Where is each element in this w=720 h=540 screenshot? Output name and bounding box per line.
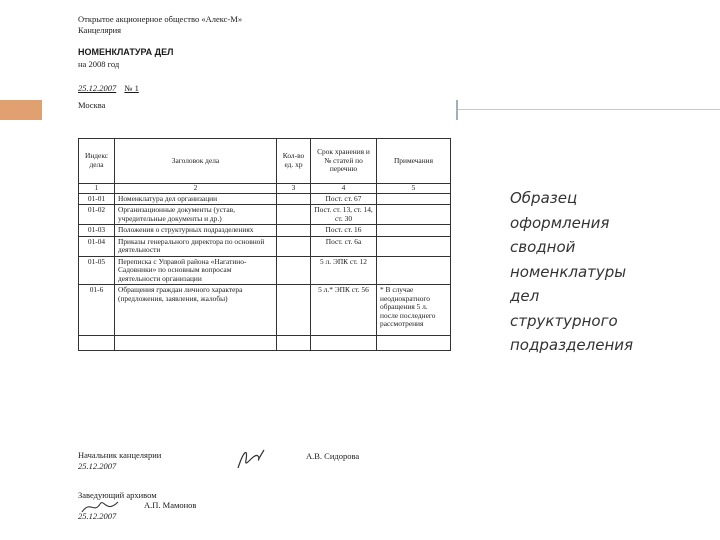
signature-date: 25.12.2007 — [78, 510, 117, 521]
row-index: 01-05 — [79, 256, 115, 285]
row-count — [277, 225, 311, 237]
table-row — [79, 205, 451, 225]
column-header: Кол-во ед. хр — [277, 139, 311, 184]
row-index: 01-01 — [79, 193, 115, 205]
column-header: Примечания — [377, 139, 451, 184]
table-header-row — [79, 139, 451, 184]
signature-name: А.В. Сидорова — [306, 451, 360, 461]
nomenclature-table — [78, 138, 451, 351]
table-row-empty — [79, 336, 451, 351]
caption-line: номенклатуры — [510, 262, 627, 281]
caption-line: дел — [510, 287, 540, 305]
column-number: 2 — [115, 184, 277, 194]
signature-position: Заведующий архивом — [78, 490, 157, 500]
caption-line: оформления — [510, 213, 610, 232]
signature-name: А.П. Мамонов — [144, 500, 197, 510]
row-title: Номенклатура дел организации — [115, 193, 277, 205]
column-number-row — [79, 184, 451, 194]
signature-position: Начальник канцелярии — [78, 450, 162, 460]
row-note — [377, 205, 451, 225]
document-year: на 2008 год — [78, 58, 120, 69]
handwritten-signature-icon — [80, 496, 120, 518]
handwritten-signature-icon — [234, 444, 270, 474]
row-count — [277, 193, 311, 205]
table-row — [79, 193, 451, 205]
row-term: 5 л.* ЭПК ст. 56 — [311, 285, 377, 336]
department-name: Канцелярия — [78, 24, 122, 35]
row-note — [377, 236, 451, 256]
signature-date: 25.12.2007 — [78, 460, 117, 471]
row-note — [377, 256, 451, 285]
row-count — [277, 236, 311, 256]
caption-line: Образец — [510, 189, 578, 207]
row-note — [377, 193, 451, 205]
caption-line: подразделения — [510, 336, 634, 354]
signature-block-chancellery — [78, 450, 161, 471]
column-number: 3 — [277, 184, 311, 194]
empty-cell — [79, 336, 115, 351]
row-term: 5 л. ЭПК ст. 12 — [311, 256, 377, 285]
row-title: Обращения граждан личного характера (предложения, заявления, жалобы) — [115, 285, 277, 336]
document-title: НОМЕНКЛАТУРА ДЕЛ — [78, 47, 174, 58]
empty-cell — [377, 336, 451, 351]
document-dateline — [78, 83, 458, 94]
row-index: 01-6 — [79, 285, 115, 336]
document-city: Москва — [78, 99, 106, 110]
empty-cell — [277, 336, 311, 351]
column-header: Заголовок дела — [115, 139, 277, 184]
column-number: 1 — [79, 184, 115, 194]
row-count — [277, 256, 311, 285]
org-name: Открытое акционерное общество «Алекс-М» — [78, 14, 243, 24]
row-title: Положения о структурных подразделениях — [115, 225, 277, 237]
caption-line: сводной — [510, 238, 576, 256]
accent-bar — [0, 100, 42, 120]
table-row — [79, 285, 451, 336]
row-term: Пост. ст. 13, ст. 14, ст. 30 — [311, 205, 377, 225]
row-title: Переписка с Управой района «Нагатино-Садовники» по основным вопросам деятельности организации — [115, 256, 277, 285]
table-row — [79, 256, 451, 285]
row-term: Пост. ст. 16 — [311, 225, 377, 237]
row-term: Пост. ст. 67 — [311, 193, 377, 205]
column-number: 5 — [377, 184, 451, 194]
row-index: 01-04 — [79, 236, 115, 256]
row-count — [277, 205, 311, 225]
document-number: № 1 — [124, 83, 139, 94]
table-row — [79, 236, 451, 256]
row-title: Организационные документы (устав, учредительные документы и др.) — [115, 205, 277, 225]
empty-cell — [311, 336, 377, 351]
row-note: * В случае неоднократного обращения 5 л. после последнего рассмотрения — [377, 285, 451, 336]
table-row — [79, 225, 451, 237]
row-title: Приказы генерального директора по основной деятельности — [115, 236, 277, 256]
caption-line: структурного — [510, 311, 618, 330]
document-date: 25.12.2007 — [78, 83, 117, 94]
row-note — [377, 225, 451, 237]
column-header: Индекс дела — [79, 139, 115, 184]
row-count — [277, 285, 311, 336]
column-number: 4 — [311, 184, 377, 194]
row-index: 01-03 — [79, 225, 115, 237]
column-header: Срок хранения и № статей по перечню — [311, 139, 377, 184]
row-index: 01-02 — [79, 205, 115, 225]
empty-cell — [115, 336, 277, 351]
document-scan — [78, 14, 458, 540]
accent-divider — [456, 100, 720, 120]
row-term: Пост. ст. 6а — [311, 236, 377, 256]
slide-caption — [510, 186, 710, 358]
